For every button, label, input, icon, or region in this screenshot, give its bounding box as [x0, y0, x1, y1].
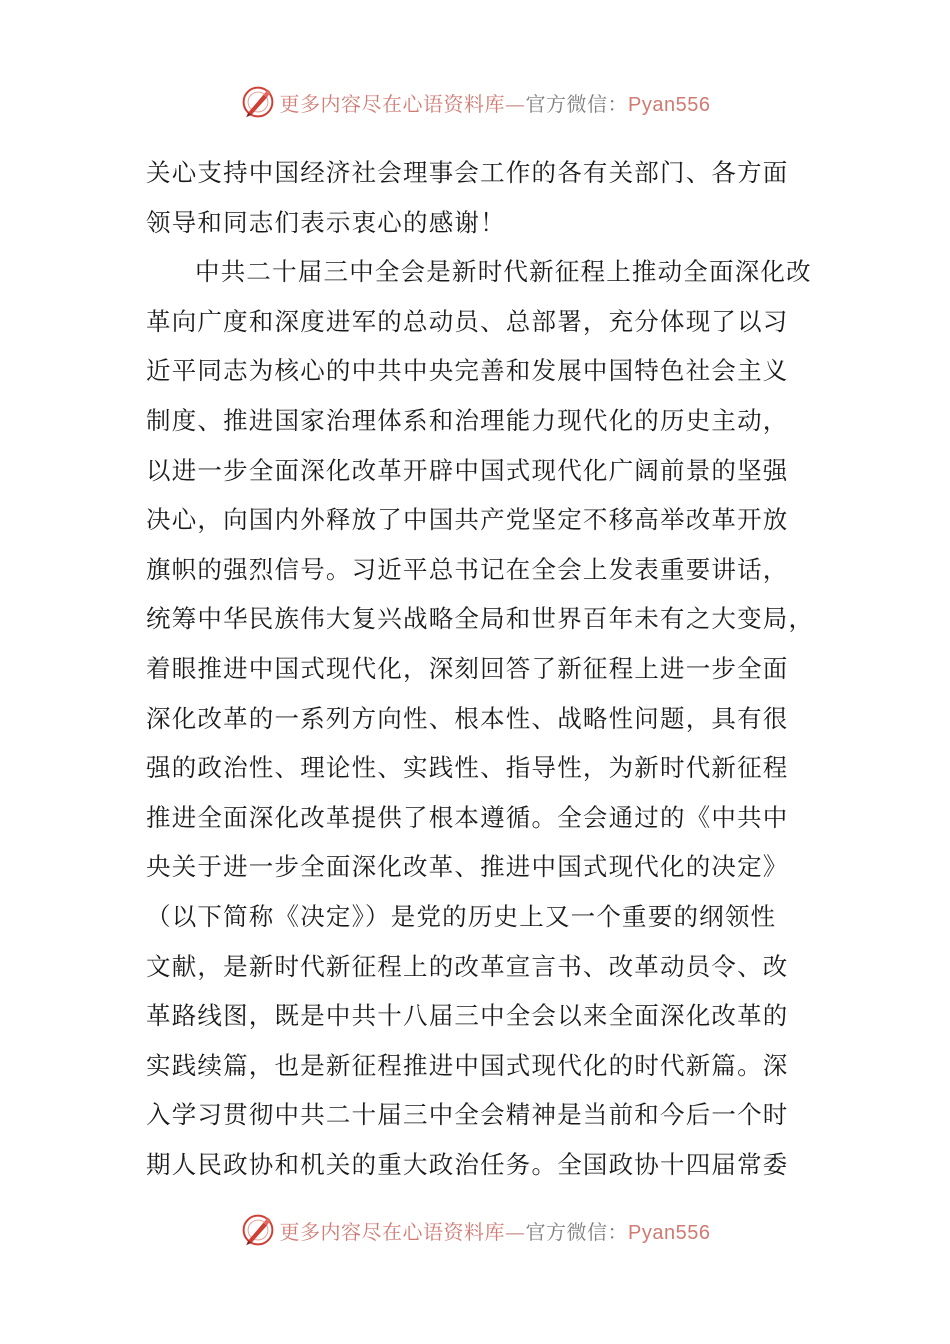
body-line: 入学习贯彻中共二十届三中全会精神是当前和今后一个时: [146, 1100, 789, 1130]
body-line: 旗帜的强烈信号。习近平总书记在全会上发表重要讲话，: [146, 554, 789, 584]
body-line: 统筹中华民族伟大复兴战略全局和世界百年未有之大变局，: [146, 604, 815, 634]
body-line: 推进全面深化改革提供了根本遵循。全会通过的《中共中: [146, 802, 789, 832]
body-line: 关心支持中国经济社会理事会工作的各有关部门、各方面: [146, 158, 789, 187]
body-line: 期人民政协和机关的重大政治任务。全国政协十四届常委: [146, 1149, 789, 1179]
pen-logo-icon: [240, 1212, 276, 1248]
watermark-main-text: 更多内容尽在心语资料库: [279, 91, 506, 116]
watermark-dash: —: [505, 91, 526, 116]
watermark-text: [280, 1216, 711, 1245]
watermark-text: [280, 88, 711, 117]
header-watermark-banner: [0, 82, 950, 122]
watermark-label: 官方微信：: [525, 91, 629, 116]
watermark-wechat-id: Pyan556: [628, 1221, 711, 1244]
body-line: 近平同志为核心的中共中央完善和发展中国特色社会主义: [146, 356, 789, 386]
footer-watermark-banner: [0, 1210, 950, 1250]
paragraph-start-line: 中共二十届三中全会是新时代新征程上推动全面深化改: [195, 257, 812, 287]
body-line: 决心，向国内外释放了中国共产党坚定不移高举改革开放: [146, 505, 789, 535]
body-line: 文献，是新时代新征程上的改革宣言书、改革动员令、改: [146, 951, 789, 981]
watermark-wechat-id: Pyan556: [628, 93, 711, 116]
body-line: 领导和同志们表示衷心的感谢！: [146, 207, 506, 237]
body-line: 央关于进一步全面深化改革、推进中国式现代化的决定》: [146, 852, 789, 882]
body-line: 深化改革的一系列方向性、根本性、战略性问题，具有很: [146, 703, 789, 733]
body-line: 着眼推进中国式现代化，深刻回答了新征程上进一步全面: [146, 653, 789, 683]
body-line: 革路线图，既是中共十八届三中全会以来全面深化改革的: [146, 1001, 789, 1031]
watermark-main-text: 更多内容尽在心语资料库: [279, 1219, 506, 1244]
watermark-label: 官方微信：: [525, 1219, 629, 1244]
watermark-dash: —: [505, 1219, 526, 1244]
body-line: 以进一步全面深化改革开辟中国式现代化广阔前景的坚强: [146, 455, 789, 485]
document-body: [146, 148, 816, 1189]
body-line: （以下简称《决定》）是党的历史上又一个重要的纲领性: [146, 901, 777, 931]
body-line: 强的政治性、理论性、实践性、指导性，为新时代新征程: [146, 753, 789, 783]
body-line: 革向广度和深度进军的总动员、总部署，充分体现了以习: [146, 306, 789, 336]
body-line: 实践续篇，也是新征程推进中国式现代化的时代新篇。深: [146, 1050, 789, 1080]
body-line: 制度、推进国家治理体系和治理能力现代化的历史主动，: [146, 405, 789, 435]
pen-logo-icon: [240, 84, 276, 120]
